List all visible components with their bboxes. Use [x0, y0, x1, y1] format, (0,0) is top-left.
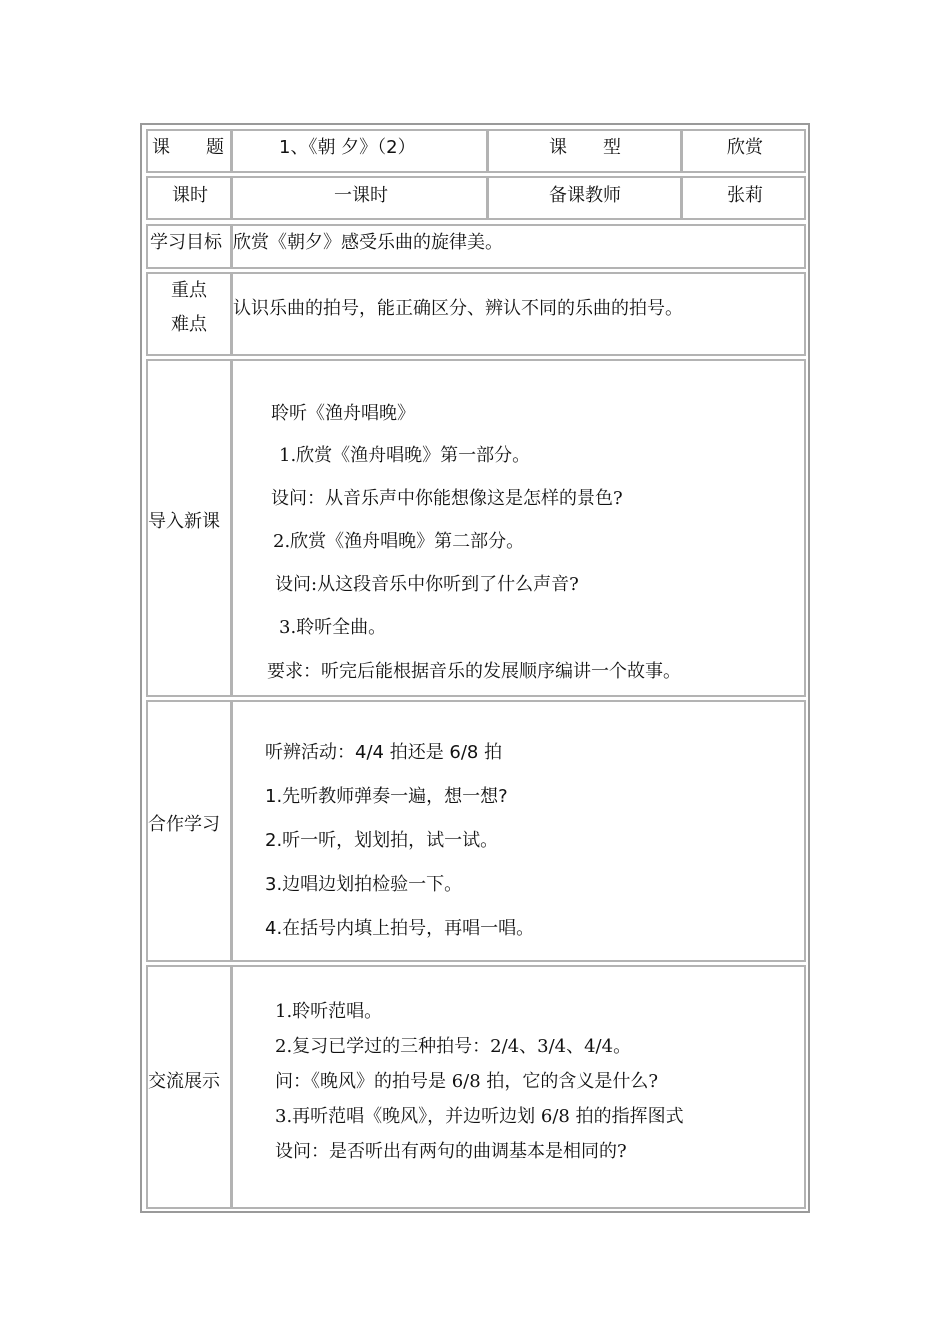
exchange-content-cell	[231, 965, 806, 1209]
teacher-value-cell	[681, 176, 806, 220]
intro-line: 设问:从这段音乐中你听到了什么声音?	[275, 574, 579, 595]
hours-label-cell	[146, 176, 232, 220]
objective-text-cell	[231, 224, 806, 269]
subject-label: 课 题	[152, 137, 224, 158]
intro-line: 2.欣赏《渔舟唱晚》第二部分。	[273, 531, 525, 552]
intro-line: 聆听《渔舟唱晚》	[271, 403, 415, 424]
cooperative-line: 1.先听教师弹奏一遍，想一想?	[265, 786, 508, 807]
exchange-line: 2.复习已学过的三种拍号：2/4、3/4、4/4。	[275, 1036, 632, 1057]
objective-label: 学习目标	[150, 232, 222, 253]
objective-text: 欣赏《朝夕》感受乐曲的旋律美。	[233, 232, 503, 253]
subject-value: 1、《朝 夕》（2）	[279, 137, 416, 158]
teacher-label: 备课教师	[549, 185, 621, 206]
hours-value-cell	[231, 176, 488, 220]
key-points-text-cell	[231, 272, 806, 356]
cooperative-label: 合作学习	[148, 814, 220, 835]
intro-label: 导入新课	[148, 511, 220, 532]
exchange-line: 设问：是否听出有两句的曲调基本是相同的?	[275, 1141, 627, 1162]
cooperative-line: 4.在括号内填上拍号，再唱一唱。	[265, 918, 535, 939]
cooperative-content-cell	[231, 700, 806, 962]
type-label-cell	[487, 129, 682, 173]
cooperative-line: 2.听一听，划划拍，试一试。	[265, 830, 499, 851]
teacher-value: 张莉	[727, 185, 763, 206]
key-points-label-cell	[146, 272, 232, 356]
exchange-line: 1.聆听范唱。	[275, 1001, 383, 1022]
exchange-label-cell	[146, 965, 232, 1209]
key-points-label-line1: 重点	[171, 280, 207, 301]
intro-line: 1.欣赏《渔舟唱晚》第一部分。	[279, 445, 531, 466]
cooperative-line: 听辨活动：4/4 拍还是 6/8 拍	[265, 742, 503, 763]
hours-value: 一课时	[334, 185, 388, 206]
cooperative-line: 3.边唱边划拍检验一下。	[265, 874, 463, 895]
subject-label-cell	[146, 129, 232, 173]
type-value: 欣赏	[727, 137, 763, 158]
exchange-line: 3.再听范唱《晚风》，并边听边划 6/8 拍的指挥图式	[275, 1106, 684, 1127]
exchange-line: 问：《晚风》的拍号是 6/8 拍，它的含义是什么?	[275, 1071, 659, 1092]
intro-label-cell	[146, 359, 232, 697]
type-value-cell	[681, 129, 806, 173]
subject-value-cell	[231, 129, 488, 173]
cooperative-label-cell	[146, 700, 232, 962]
intro-line: 要求：听完后能根据音乐的发展顺序编讲一个故事。	[267, 661, 681, 682]
lesson-plan-table	[140, 123, 810, 1213]
key-points-label-line2: 难点	[171, 314, 207, 335]
intro-content-cell	[231, 359, 806, 697]
type-label: 课 型	[549, 137, 621, 158]
objective-label-cell	[146, 224, 232, 269]
teacher-label-cell	[487, 176, 682, 220]
exchange-label: 交流展示	[148, 1071, 220, 1092]
hours-label: 课时	[172, 185, 208, 206]
intro-line: 3.聆听全曲。	[279, 617, 387, 638]
intro-line: 设问：从音乐声中你能想像这是怎样的景色?	[271, 488, 623, 509]
key-points-text: 认识乐曲的拍号，能正确区分、辨认不同的乐曲的拍号。	[233, 298, 683, 319]
